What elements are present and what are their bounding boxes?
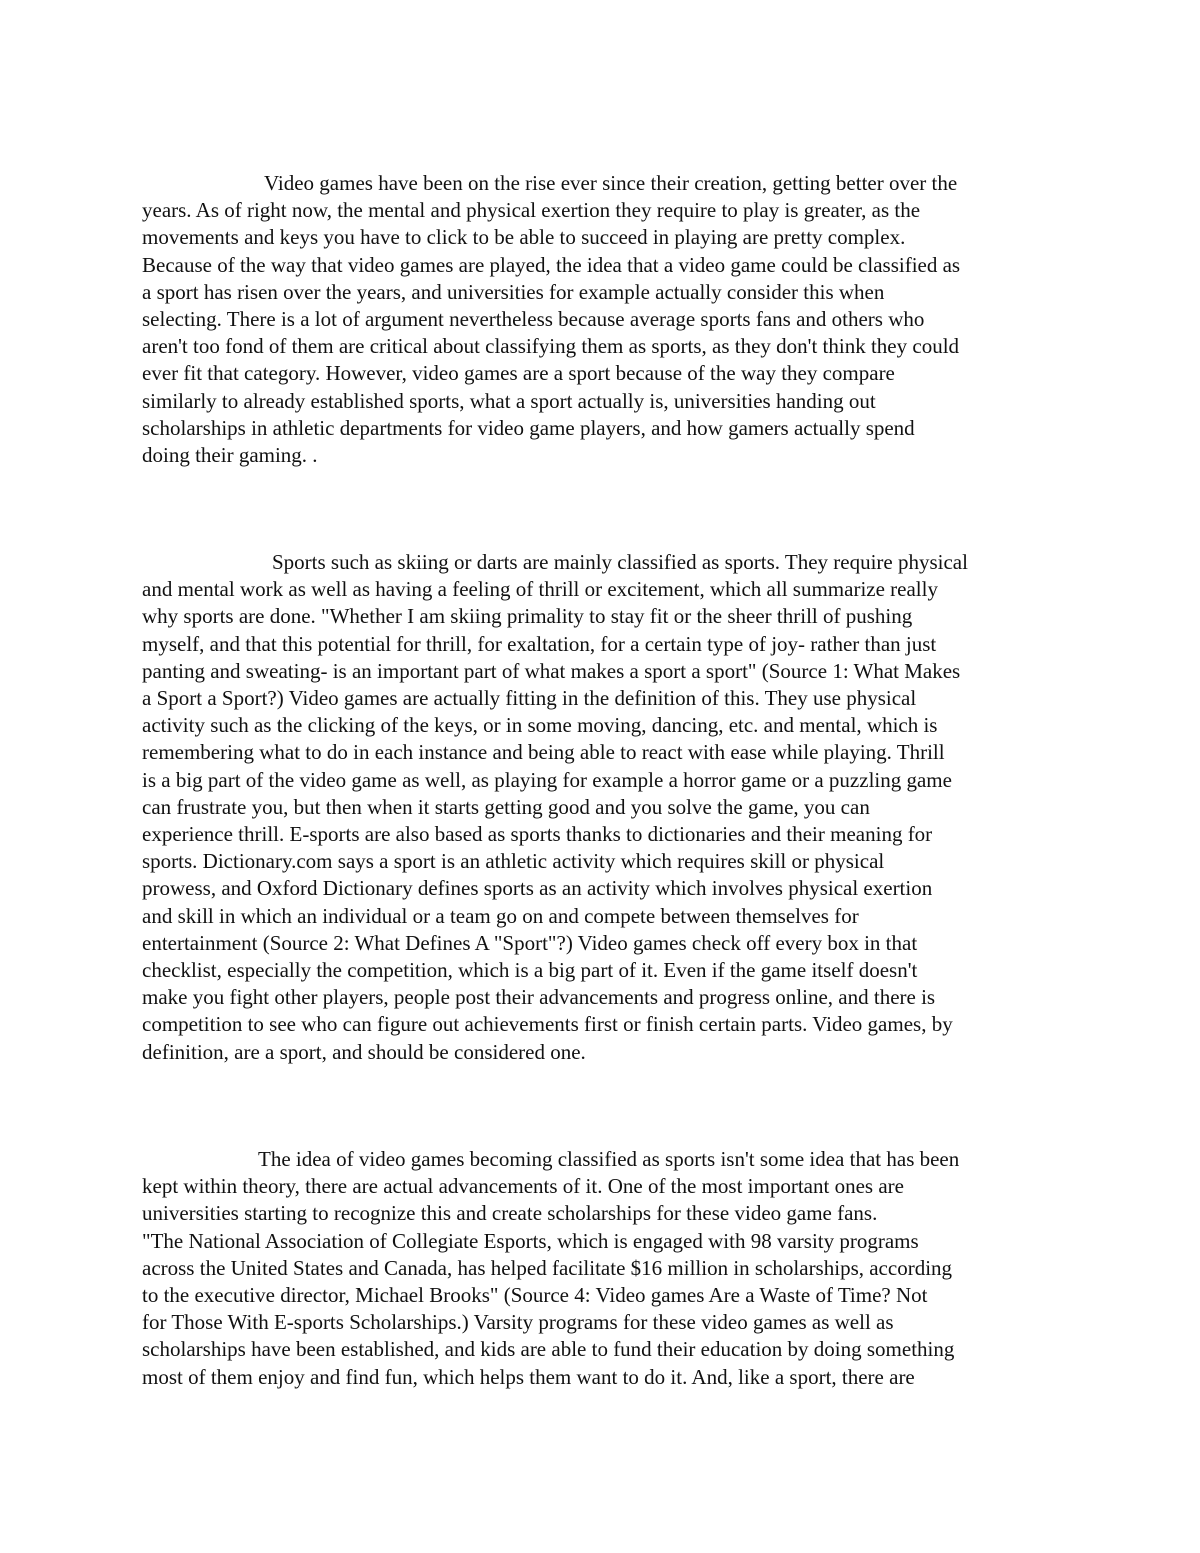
text-line: The idea of video games becoming classified as sports isn't some idea that has been <box>258 1147 960 1171</box>
text-line: myself, and that this potential for thrill, for exaltation, for a certain type of joy- rather than just <box>142 631 937 656</box>
text-line: kept within theory, there are actual advancements of it. One of the most important ones are <box>142 1174 904 1199</box>
text-line: activity such as the clicking of the keys, or in some moving, dancing, etc. and mental, which is <box>142 713 938 738</box>
text-line: aren't too fond of them are critical about classifying them as sports, as they don't think they could <box>142 334 960 359</box>
text-line: why sports are done. "Whether I am skiing primality to stay fit or the sheer thrill of pushing <box>142 604 913 629</box>
text-line: movements and keys you have to click to be able to succeed in playing are pretty complex. <box>142 225 906 250</box>
text-line: and mental work as well as having a feeling of thrill or excitement, which all summarize really <box>142 577 938 602</box>
text-line: doing their gaming. . <box>142 443 318 468</box>
text-line: a sport has risen over the years, and universities for example actually consider this when <box>142 279 885 304</box>
text-line: similarly to already established sports, what a sport actually is, universities handing out <box>142 388 876 413</box>
text-line: sports. Dictionary.com says a sport is an athletic activity which requires skill or physical <box>142 849 885 874</box>
text-line: scholarships in athletic departments for video game players, and how gamers actually spend <box>142 415 915 440</box>
text-line: across the United States and Canada, has helped facilitate $16 million in scholarships, according <box>142 1255 953 1280</box>
text-line: remembering what to do in each instance and being able to react with ease while playing. Thrill <box>142 740 945 765</box>
text-line: "The National Association of Collegiate Esports, which is engaged with 98 varsity programs <box>142 1228 919 1253</box>
text-line: years. As of right now, the mental and physical exertion they require to play is greater, as the <box>142 198 921 223</box>
text-line: competition to see who can figure out achievements first or finish certain parts. Video games, by <box>142 1012 953 1037</box>
text-line: for Those With E-sports Scholarships.) Varsity programs for these video games as well as <box>142 1310 894 1335</box>
text-line: scholarships have been established, and kids are able to fund their education by doing something <box>142 1337 955 1362</box>
text-line: Video games have been on the rise ever since their creation, getting better over the <box>264 171 958 195</box>
text-line: to the executive director, Michael Brooks" (Source 4: Video games Are a Waste of Time? Not <box>142 1283 928 1308</box>
text-line: Sports such as skiing or darts are mainly classified as sports. They require physical <box>272 550 968 574</box>
text-line: a Sport a Sport?) Video games are actually fitting in the definition of this. They use physical <box>142 686 917 711</box>
text-line: panting and sweating- is an important part of what makes a sport a sport" (Source 1: What Makes <box>142 658 961 683</box>
text-line: checklist, especially the competition, which is a big part of it. Even if the game itself doesn't <box>142 958 918 983</box>
text-line: is a big part of the video game as well, as playing for example a horror game or a puzzling game <box>142 767 952 792</box>
text-line: universities starting to recognize this and create scholarships for these video game fans. <box>142 1201 878 1226</box>
text-line: most of them enjoy and find fun, which helps them want to do it. And, like a sport, there are <box>142 1364 915 1389</box>
paragraph-3 <box>142 1146 1064 1391</box>
text-line: make you fight other players, people post their advancements and progress online, and there is <box>142 985 936 1010</box>
text-line: ever fit that category. However, video games are a sport because of the way they compare <box>142 361 895 386</box>
text-line: Because of the way that video games are played, the idea that a video game could be classified as <box>142 252 961 277</box>
text-line: and skill in which an individual or a team go on and compete between themselves for <box>142 903 859 928</box>
paragraph-1 <box>142 170 1064 469</box>
text-line: can frustrate you, but then when it starts getting good and you solve the game, you can <box>142 794 870 819</box>
text-line: selecting. There is a lot of argument nevertheless because average sports fans and others who <box>142 307 925 332</box>
text-line: definition, are a sport, and should be considered one. <box>142 1039 586 1064</box>
text-line: entertainment (Source 2: What Defines A "Sport"?) Video games check off every box in that <box>142 930 918 955</box>
paragraph-2 <box>142 549 1064 1066</box>
text-line: prowess, and Oxford Dictionary defines sports as an activity which involves physical exertion <box>142 876 933 901</box>
text-line: experience thrill. E-sports are also based as sports thanks to dictionaries and their meaning for <box>142 822 933 847</box>
